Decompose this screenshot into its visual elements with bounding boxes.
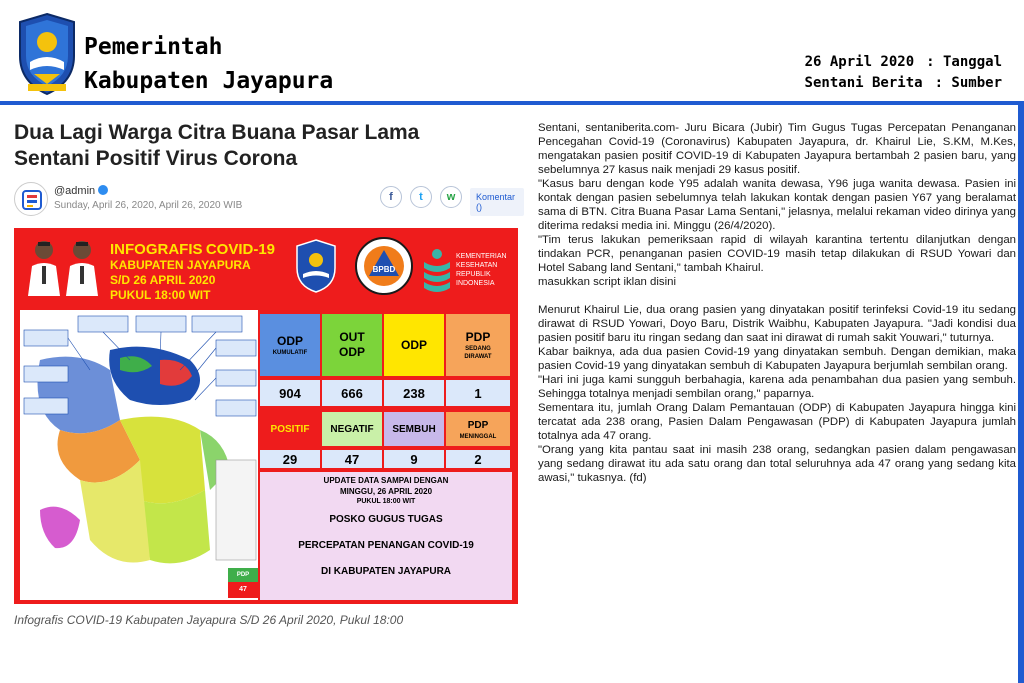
facebook-share-button[interactable]: f [380, 186, 402, 208]
gov-line-1: Pemerintah [84, 34, 223, 60]
odp-header: ODP [384, 314, 444, 376]
author-name[interactable]: @admin [54, 185, 108, 197]
pdp-treated-header: PDP SEDANG DIRAWAT [446, 314, 510, 376]
body-paragraph-8: Sementara itu, jumlah Orang Dalam Pemantauan (ODP) di Kabupaten Jayapura hingga kini tercatat ada 238 orang, Pasien Dalam Pengawasan (PDP) di Kabupaten Jayapura jumlah totalnya ada 47 orang. [538, 402, 1016, 442]
update-line-2: MINGGU, 26 APRIL 2020 [339, 487, 433, 496]
odp-value: 238 [384, 380, 444, 406]
info-line-4: PUKUL 18:00 WIT [110, 288, 211, 302]
officials-photo-icon [20, 232, 106, 304]
positif-header: POSITIF [260, 412, 320, 446]
jayapura-map-icon [20, 310, 258, 600]
body-paragraph-6: Kabar baiknya, ada dua pasien Covid-19 yang dinyatakan sembuh. Dengan demikian, maka pasien Covid-19 yang dinyatakan sembuh di Kabupaten Jayapura berjumlah sembilan orang. [538, 346, 1016, 372]
image-caption: Infografis COVID-19 Kabupaten Jayapura S/D 26 April 2020, Pukul 18:00 [14, 613, 404, 627]
kemkes-logo-icon [420, 248, 454, 296]
negatif-header: NEGATIF [322, 412, 382, 446]
bpbd-text: BPBD [372, 265, 396, 274]
body-paragraph-3: "Tim terus lakukan pemeriksaan rapid di wilayah karantina tertentu dilanjutkan dengan tindakan PCR, penanganan pasien COVID-19 masih tetap dilakukan di RSUD Yowari dan Hotel Sabang land Sentani," tambah Khairul. [538, 234, 1016, 274]
update-line-3: PUKUL 18:00 WIT [356, 498, 416, 505]
update-box [260, 472, 512, 600]
government-title [84, 30, 333, 98]
source-label: : Sumber [934, 75, 1002, 91]
odp-cumulative-value: 904 [260, 380, 320, 406]
page-header [0, 0, 1024, 104]
pdp-treated-value: 1 [446, 380, 510, 406]
article-body [538, 121, 1016, 485]
legend-pdp-value: 47 [228, 582, 258, 598]
verified-icon [98, 185, 108, 195]
body-paragraph-1: Sentani, sentaniberita.com- Juru Bicara (Jubir) Tim Gugus Tugas Percepatan Penanganan Pencegahan Covid-19 (Coronavirus) Kabupaten Jayapura, dr. Khairul Lie, S.KM, M.Kes, mengatakan pasien positif COVID-19 di Kabupaten Jayapura bertambah 2 pasien baru, yang sebelumnya 27 kasus naik menjadi 29 kasus positif. [538, 122, 1016, 176]
source-value: Sentani Berita [804, 75, 923, 91]
positif-value: 29 [260, 450, 320, 468]
author-row [14, 182, 524, 216]
avatar[interactable] [14, 182, 48, 216]
legend-pdp-label: PDP [228, 568, 258, 582]
date-label: : Tanggal [926, 54, 1002, 70]
bpbd-logo-icon [354, 236, 414, 296]
ad-placeholder: masukkan script iklan disini [538, 276, 677, 288]
article-headline: Dua Lagi Warga Citra Buana Pasar Lama Sentani Positif Virus Corona [14, 121, 420, 170]
info-line-2: KABUPATEN JAYAPURA [110, 258, 251, 272]
kemkes-text: KEMENTERIAN KESEHATAN REPUBLIK INDONESIA [456, 253, 507, 287]
out-odp-value: 666 [322, 380, 382, 406]
article-date: Sunday, April 26, 2020, April 26, 2020 WIB [54, 200, 243, 211]
pdp-legend [228, 568, 258, 600]
header-divider [0, 101, 1024, 105]
posko-line-3: DI KABUPATEN JAYAPURA [320, 566, 452, 577]
body-paragraph-2: "Kasus baru dengan kode Y95 adalah wanita dewasa, Y96 juga wanita dewasa. Pasien ini kontak dengan pasien sebelumnya telah lakukan kontak dengan pasien Y67 yang beralamat sama di BTN. Citra Buana Pasar Lama Sentani," jelasnya, melalui rekaman video dirinya yang diterima redaksi media ini. Minggu (26/4/2020). [538, 178, 1016, 232]
info-title-a: INFOGRAFIS [110, 241, 203, 258]
infographic-title [110, 242, 275, 303]
negatif-value: 47 [322, 450, 382, 468]
covid-infographic [14, 228, 518, 604]
site-logo-icon [15, 183, 48, 216]
posko-line-1: POSKO GUGUS TUGAS [329, 514, 443, 525]
pdp-deceased-value: 2 [446, 450, 510, 468]
body-paragraph-7: "Hari ini juga kami sungguh berbahagia, karena ada penambahan dua pasien yang sembuh. Sehingga totalnya menjadi sembilan orang," paparnya. [538, 374, 1016, 400]
info-title-b: COVID-19 [205, 241, 276, 258]
gov-line-2: Kabupaten Jayapura [84, 68, 334, 94]
sembuh-header: SEMBUH [384, 412, 444, 446]
date-value: 26 April 2020 [804, 54, 915, 70]
odp-cumulative-header: ODP KUMULATIF [260, 314, 320, 376]
body-paragraph-5: Menurut Khairul Lie, dua orang pasien yang dinyatakan positif terinfeksi Covid-19 itu sedang dirawat di RSUD Yowari, Doyo Baru, Distrik Waibhu, Kabupaten Jayapura. "Jadi kondisi dua pasien positif baru itu ringan sedang dan saat ini dirawat di rumah sakit Youwari," tuturnya. [538, 304, 1016, 344]
posko-line-2: PERCEPATAN PENANGAN COVID-19 [298, 540, 474, 551]
article-meta [805, 52, 1002, 94]
jayapura-coat-of-arms-icon [16, 12, 78, 96]
twitter-share-button[interactable]: t [410, 186, 432, 208]
pdp-deceased-header: PDP MENINGGAL [446, 412, 510, 446]
right-border [1018, 101, 1024, 683]
sembuh-value: 9 [384, 450, 444, 468]
comment-button[interactable]: Komentar () [470, 188, 524, 216]
district-map [20, 310, 258, 600]
out-odp-header: OUT ODP [322, 314, 382, 376]
jayapura-seal-icon [294, 238, 338, 294]
info-line-3: S/D 26 APRIL 2020 [110, 273, 216, 287]
body-paragraph-9: "Orang yang kita pantau saat ini masih 238 orang, sedangkan pasien dalam pengawasan yang sedang dirawat itu ada satu orang dan total seluruhnya ada 47 orang yang sedang kita awasi," tukasnya. (fd) [538, 444, 1016, 484]
update-line-1: UPDATE DATA SAMPAI DENGAN [323, 476, 449, 485]
whatsapp-share-button[interactable]: w [440, 186, 462, 208]
